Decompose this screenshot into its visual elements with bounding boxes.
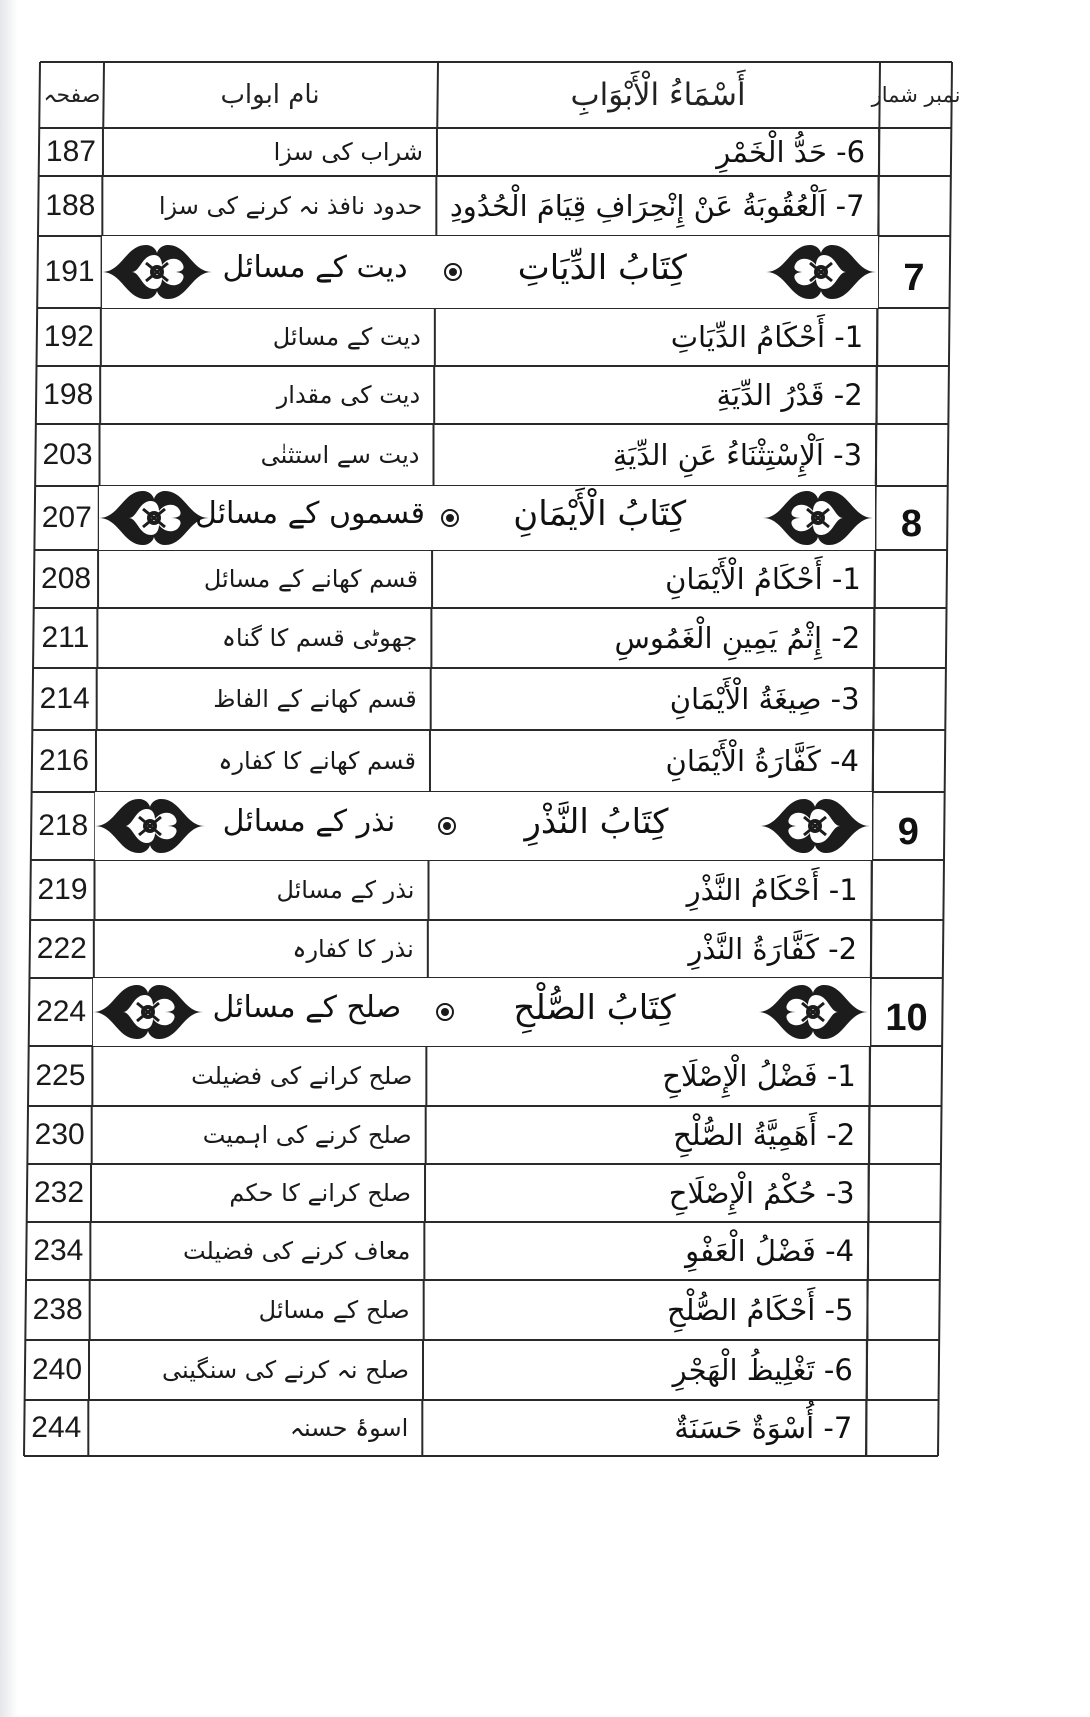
chapter-urdu-title: صلح نہ کرنے کی سنگینی bbox=[161, 1356, 409, 1384]
page-number: 219 bbox=[37, 873, 88, 906]
chapter-arabic-title: 5- أَحْكَامُ الصُّلْحِ bbox=[666, 1293, 854, 1327]
ornament-left-icon bbox=[99, 485, 209, 551]
bullet-dot-icon bbox=[440, 508, 460, 528]
book-urdu-title: صلح کے مسائل bbox=[212, 990, 402, 1025]
chapter-urdu-title: قسم کھانے کے الفاظ bbox=[213, 685, 417, 713]
page-number: 188 bbox=[45, 189, 96, 222]
ornament-left-icon bbox=[102, 239, 212, 305]
chapter-urdu-title: صلح کے مسائل bbox=[258, 1296, 410, 1324]
chapter-arabic-title: 1- أَحْكَامُ الدِّيَاتِ bbox=[670, 320, 864, 354]
chapter-urdu-title: قسم کھانے کا کفارہ bbox=[218, 747, 416, 775]
page-number: 198 bbox=[43, 378, 94, 411]
chapter-arabic-title: 1- أَحْكَامُ النَّذْرِ bbox=[686, 873, 858, 907]
page-number: 187 bbox=[45, 135, 96, 168]
ornament-left-icon bbox=[93, 979, 203, 1045]
book-heading-band bbox=[99, 486, 876, 550]
chapter-arabic-title: 2- كَفَّارَةُ النَّذْرِ bbox=[688, 932, 858, 966]
chapter-urdu-title: دیت کی مقدار bbox=[276, 381, 421, 409]
chapter-arabic-title: 1- أَحْكَامُ الْأَيْمَانِ bbox=[665, 562, 861, 596]
chapter-arabic-title: 3- صِيغَةُ الْأَيْمَانِ bbox=[669, 682, 860, 716]
bullet-dot-icon bbox=[435, 1002, 455, 1022]
chapter-arabic-title: 2- إِثْمُ يَمِينِ الْغَمُوسِ bbox=[614, 621, 861, 655]
header-page-column: صفحہ bbox=[43, 82, 101, 108]
page-number: 224 bbox=[36, 995, 87, 1028]
ornament-right-icon bbox=[758, 979, 868, 1045]
page-number: 191 bbox=[44, 255, 95, 288]
page-number: 218 bbox=[38, 809, 89, 842]
ornament-right-icon bbox=[763, 485, 873, 551]
chapter-arabic-title: 2- قَدْرُ الدِّيَةِ bbox=[716, 378, 863, 412]
ornament-right-icon bbox=[760, 793, 870, 859]
page-number: 207 bbox=[41, 501, 92, 534]
book-serial-number: 9 bbox=[897, 810, 919, 853]
chapter-urdu-title: قسم کھانے کے مسائل bbox=[203, 565, 419, 593]
chapter-arabic-title: 2- أَهَمِيَّةُ الصُّلْحِ bbox=[673, 1118, 856, 1152]
chapter-urdu-title: صلح کرانے کی فضیلت bbox=[191, 1062, 413, 1090]
book-heading-band bbox=[93, 978, 870, 1046]
book-serial-number: 7 bbox=[903, 256, 925, 299]
chapter-urdu-title: دیت کے مسائل bbox=[272, 323, 421, 351]
page-number: 230 bbox=[34, 1118, 85, 1151]
header-arabic-column: أَسْمَاءُ الْأَبْوَابِ bbox=[570, 77, 746, 113]
book-arabic-title: كِتَابُ الْأَيْمَانِ bbox=[513, 494, 687, 534]
book-serial-number: 8 bbox=[900, 502, 922, 545]
chapter-urdu-title: حدود نافذ نہ کرنے کی سزا bbox=[158, 192, 423, 220]
chapter-arabic-title: 3- حُكْمُ الْإِصْلَاحِ bbox=[668, 1176, 855, 1210]
page-number: 211 bbox=[41, 621, 90, 654]
chapter-urdu-title: شراب کی سزا bbox=[273, 138, 423, 166]
ornament-left-icon bbox=[95, 793, 205, 859]
page-number: 216 bbox=[38, 744, 89, 777]
chapter-arabic-title: 6- حَدُّ الْخَمْرِ bbox=[716, 135, 866, 169]
page-number: 208 bbox=[41, 562, 92, 595]
chapter-arabic-title: 6- تَغْلِيظُ الْهَجْرِ bbox=[672, 1353, 853, 1387]
bullet-dot-icon bbox=[443, 262, 463, 282]
chapter-arabic-title: 1- فَضْلُ الْإِصْلَاحِ bbox=[662, 1059, 856, 1093]
chapter-urdu-title: نذر کے مسائل bbox=[276, 876, 415, 904]
header-urdu-column: نام ابواب bbox=[220, 80, 320, 110]
page-number: 192 bbox=[43, 320, 94, 353]
page-number: 232 bbox=[33, 1176, 85, 1209]
page-number: 238 bbox=[32, 1293, 83, 1326]
bullet-dot-icon bbox=[437, 816, 457, 836]
page-number: 225 bbox=[35, 1059, 86, 1092]
book-arabic-title: كِتَابُ الدِّيَاتِ bbox=[517, 248, 687, 288]
chapter-urdu-title: اسوۂ حسنہ bbox=[289, 1414, 409, 1442]
page-number: 240 bbox=[31, 1353, 83, 1386]
page-number: 244 bbox=[31, 1411, 82, 1444]
chapter-urdu-title: معاف کرنے کی فضیلت bbox=[182, 1237, 411, 1265]
chapter-arabic-title: 4- كَفَّارَةُ الْأَيْمَانِ bbox=[665, 744, 859, 778]
chapter-urdu-title: صلح کرنے کی اہمیت bbox=[202, 1121, 412, 1149]
chapter-arabic-title: 4- فَضْلُ الْعَفْوِ bbox=[685, 1234, 855, 1268]
page-number: 222 bbox=[36, 932, 87, 965]
chapter-arabic-title: 3- اَلْإِسْتِثْنَاءُ عَنِ الدِّيَةِ bbox=[612, 438, 863, 472]
book-urdu-title: دیت کے مسائل bbox=[222, 250, 408, 285]
book-serial-number: 10 bbox=[885, 996, 928, 1039]
chapter-arabic-title: 7- أُسْوَةٌ حَسَنَةٌ bbox=[674, 1411, 853, 1445]
book-urdu-title: نذر کے مسائل bbox=[222, 804, 396, 839]
book-heading-band bbox=[102, 236, 878, 308]
chapter-urdu-title: دیت سے استثنٰی bbox=[260, 441, 420, 469]
chapter-urdu-title: نذر کا کفارہ bbox=[292, 935, 414, 963]
chapter-urdu-title: جھوٹی قسم کا گناہ bbox=[221, 624, 418, 652]
ornament-right-icon bbox=[766, 239, 876, 305]
page-number: 214 bbox=[39, 682, 90, 715]
book-heading-band bbox=[95, 792, 872, 860]
page-number: 234 bbox=[33, 1234, 84, 1267]
chapter-urdu-title: صلح کرانے کا حکم bbox=[229, 1179, 412, 1207]
chapter-arabic-title: 7- اَلْعُقُوبَةُ عَنْ إِنْحِرَافِ قِيَامَ الْحُدُودِ bbox=[449, 189, 865, 223]
book-urdu-title: قسموں کے مسائل bbox=[194, 496, 425, 531]
page-number: 203 bbox=[42, 438, 93, 471]
header-serial-column: نمبر شمار bbox=[871, 83, 961, 107]
book-arabic-title: كِتَابُ الصُّلْحِ bbox=[513, 988, 676, 1028]
book-arabic-title: كِتَابُ النَّذْرِ bbox=[524, 802, 669, 842]
